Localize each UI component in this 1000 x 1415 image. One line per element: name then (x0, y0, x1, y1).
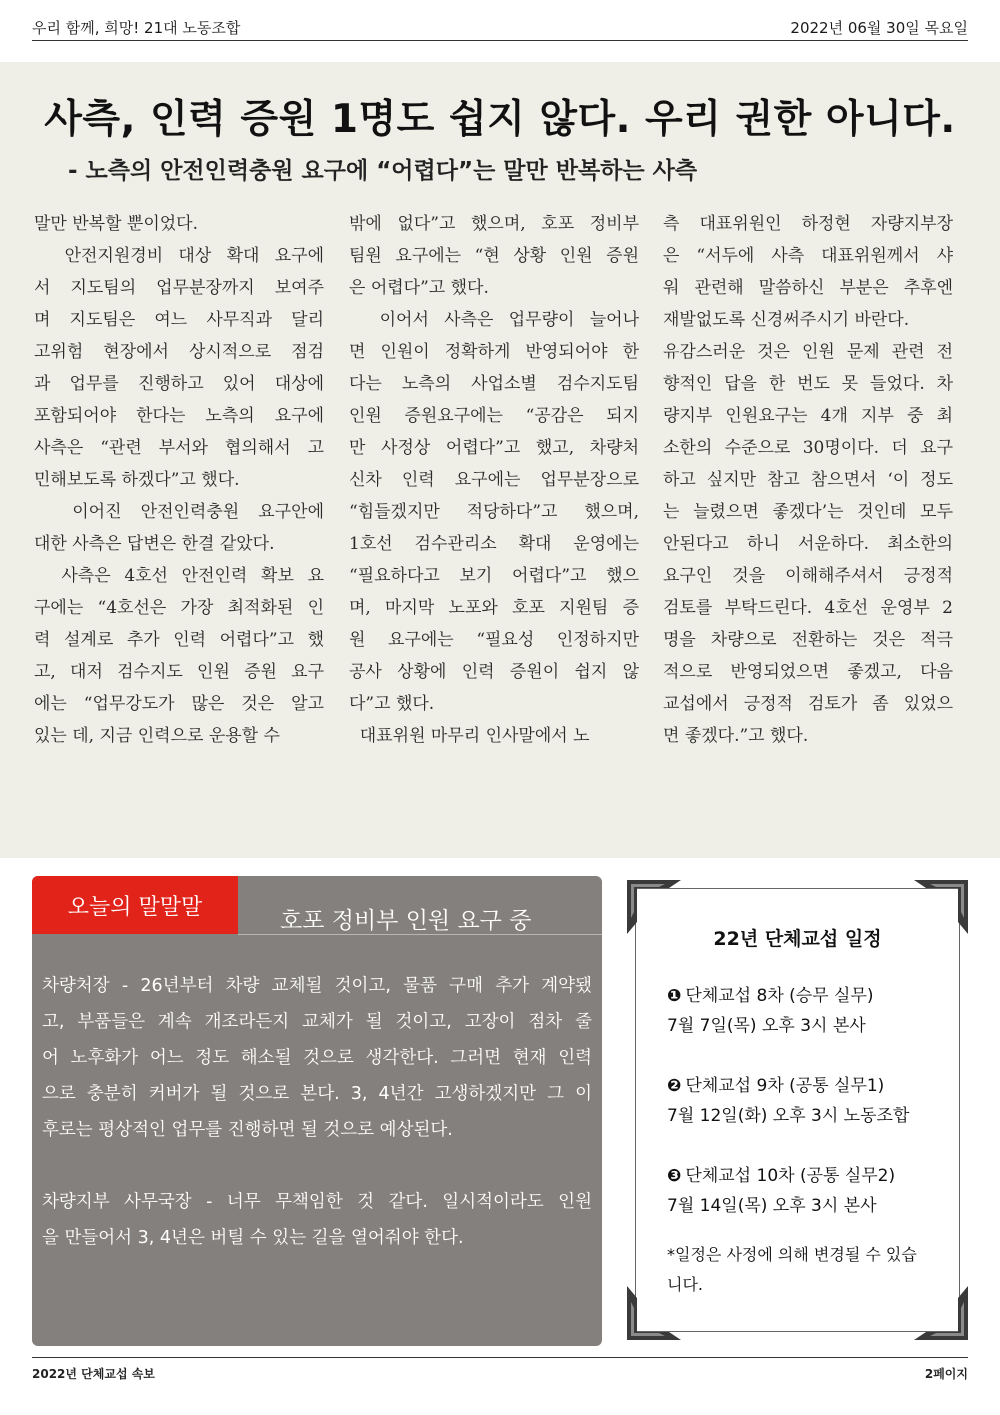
quotes-box (32, 876, 602, 1346)
text-line: 과 업무를 진행하고 있어 대상에 (34, 374, 324, 394)
text-line: 고, 대저 검수지도 인원 증원 요구 (34, 662, 324, 682)
article-headline: 사측, 인력 증원 1명도 쉽지 않다. 우리 권한 아니다. (44, 97, 956, 142)
text-line: 밖에 없다”고 했으며, 호포 정비부 (349, 214, 639, 234)
text-line: 하고 싶지만 참고 참으면서 ‘이 정도 (663, 470, 953, 490)
issue-date: 2022년 06월 30일 목요일 (790, 18, 968, 37)
top-bar (32, 14, 968, 41)
text-line: “힘들겠지만 적당하다”고 했으며, (349, 502, 639, 522)
text-line: 원 요구에는 “필요성 인정하지만 (349, 630, 639, 650)
text-line: 측 대표위원인 하정현 자량지부장 (663, 214, 953, 234)
text-line: 안된다고 하니 서운하다. 최소한의 (663, 534, 953, 554)
footer (32, 1357, 968, 1388)
text-line: 며, 마지막 노포와 호포 지원팀 증 (349, 598, 639, 618)
text-line: 차량처장 - 26년부터 차량 교체될 것이고, 물품 구매 추가 계약됐 (42, 976, 592, 996)
newsletter-slogan: 우리 함께, 희망! 21대 노동조합 (32, 18, 241, 37)
column-text (349, 208, 639, 752)
article-column-1 (34, 208, 324, 752)
quotes-body (42, 968, 592, 1256)
article-column-2 (349, 208, 639, 752)
page-number: 2페이지 (924, 1366, 968, 1381)
text-line: 민해보도록 하겠다”고 했다. (34, 470, 240, 490)
text-line: 대표위원 마무리 인사말에서 노 (349, 726, 590, 746)
text-line: 적으로 반영되었으면 좋겠고, 다음 (663, 662, 953, 682)
session-time: 7월 12일(화) 오후 3시 노동조합 (667, 1106, 910, 1126)
text-line: 에는 “업무강도가 많은 것은 알고 (34, 694, 324, 714)
text-line: 포함되어야 한다는 노측의 요구에 (34, 406, 324, 426)
session-name: 단체교섭 9차 (공통 실무1) (685, 1076, 885, 1096)
text-line: 있는 데, 지금 인력으로 운용할 수 (34, 726, 280, 746)
text-line: 안전지원경비 대상 확대 요구에 (34, 246, 324, 266)
text-line: 구에는 “4호선은 가장 최적화된 인 (34, 598, 324, 618)
quotes-title: 호포 정비부 인원 요구 중 (280, 908, 532, 934)
article-subheadline: - 노측의 안전인력충원 요구에 “어렵다”는 말만 반복하는 사측 (68, 158, 698, 184)
text-line: 다”고 했다. (349, 694, 435, 714)
text-line: 다는 노측의 사업소별 검수지도팀 (349, 374, 639, 394)
schedule-list (667, 981, 947, 1251)
text-line: 향적인 답을 한 번도 못 들었다. 차 (663, 374, 953, 394)
text-line: 대한 사측은 답변은 한결 같았다. (34, 534, 275, 554)
text-line: 면 좋겠다.”고 했다. (663, 726, 809, 746)
text-line: 인원 증원요구에는 “공감은 되지 (349, 406, 639, 426)
quote-paragraph (42, 1184, 592, 1256)
session-time: 7월 7일(목) 오후 3시 본사 (667, 1016, 866, 1036)
text-line: 유감스러운 것은 인원 문제 관련 전 (663, 342, 953, 362)
session-time: 7월 14일(목) 오후 3시 본사 (667, 1196, 877, 1216)
column-text (663, 208, 953, 752)
text-line: 1호선 검수관리소 확대 운영에는 (349, 534, 639, 554)
text-line: 후로는 평상적인 업무를 진행하면 될 것으로 예상된다. (42, 1120, 453, 1140)
number-badge: ❸ (667, 1166, 682, 1186)
text-line: 교섭에서 긍정적 검토가 좀 있었으 (663, 694, 953, 714)
text-line: 명을 차량으로 전환하는 것은 적극 (663, 630, 953, 650)
text-line: 말만 반복할 뿐이었다. (34, 214, 199, 234)
text-line: 차량지부 사무국장 - 너무 무책임한 것 같다. 일시적이라도 인원 (42, 1192, 592, 1212)
text-line: 검토를 부탁드린다. 4호선 운영부 2 (663, 598, 953, 618)
text-line: 은 어렵다”고 했다. (349, 278, 489, 298)
schedule-item (667, 981, 947, 1041)
text-line: 력 설계로 추가 인력 어렵다”고 했 (34, 630, 324, 650)
number-badge: ❶ (667, 986, 682, 1006)
text-line: 을 만들어서 3, 4년은 버틸 수 있는 길을 열어줘야 한다. (42, 1228, 464, 1248)
text-line: 서 지도팀의 업무분장까지 보여주 (34, 278, 324, 298)
text-line: 공사 상황에 인력 증원이 쉽지 않 (349, 662, 639, 682)
text-line: 소한의 수준으로 30명이다. 더 요구 (663, 438, 953, 458)
text-line: 이어서 사측은 업무량이 늘어나 (349, 310, 639, 330)
session-name: 단체교섭 10차 (공통 실무2) (685, 1166, 896, 1186)
text-line: “필요하다고 보기 어렵다”고 했으 (349, 566, 639, 586)
text-line: 량지부 인원요구는 4개 지부 중 최 (663, 406, 953, 426)
text-line: 은 “서두에 사측 대표위원께서 샤 (663, 246, 953, 266)
session-name: 단체교섭 8차 (승무 실무) (685, 986, 874, 1006)
schedule-item (667, 1161, 947, 1221)
text-line: 고위험 현장에서 상시적으로 점검 (34, 342, 324, 362)
text-line: 으로 충분히 커버가 될 것으로 본다. 3, 4년간 고생하겠지만 그 이 (42, 1084, 592, 1104)
schedule-note: *일정은 사정에 의해 변경될 수 있습니다. (667, 1245, 917, 1294)
schedule-title: 22년 단체교섭 일정 (713, 928, 882, 950)
text-line: 요구인 것을 이해해주셔서 긍정적 (663, 566, 953, 586)
quote-paragraph (42, 968, 592, 1148)
text-line: 고, 부품들은 계속 개조라든지 교체가 될 것이고, 고장이 점차 줄 (42, 1012, 592, 1032)
text-line: 어 노후화가 어느 정도 해소될 것으로 생각한다. 그러면 현재 인력 (42, 1048, 592, 1068)
text-line: 사측은 “관련 부서와 협의해서 고 (34, 438, 324, 458)
text-line: 이어진 안전인력충원 요구안에 (34, 502, 324, 522)
text-line: 는 늘렸으면 좋겠다’는 것인데 모두 (663, 502, 953, 522)
text-line: 워 관련해 말씀하신 부분은 추후엔 (663, 278, 953, 298)
text-line: 며 지도팀은 여느 사무직과 달리 (34, 310, 324, 330)
text-line: 팀원 요구에는 “현 상황 인원 증원 (349, 246, 639, 266)
text-line: 사측은 4호선 안전인력 확보 요 (34, 566, 324, 586)
text-line: 신차 인력 요구에는 업무분장으로 (349, 470, 639, 490)
text-line: 만 사정상 어렵다”고 했고, 차량처 (349, 438, 639, 458)
text-line: 재발없도록 신경써주시기 바란다. (663, 310, 910, 330)
text-line: 면 인원이 정확하게 반영되어야 한 (349, 342, 639, 362)
divider (238, 934, 602, 935)
column-text (34, 208, 324, 752)
number-badge: ❷ (667, 1076, 682, 1096)
footer-title: 2022년 단체교섭 속보 (32, 1366, 155, 1381)
schedule-item (667, 1071, 947, 1131)
article-column-3 (663, 208, 953, 752)
quotes-tag: 오늘의 말말말 (32, 876, 238, 934)
schedule-panel (625, 878, 970, 1342)
